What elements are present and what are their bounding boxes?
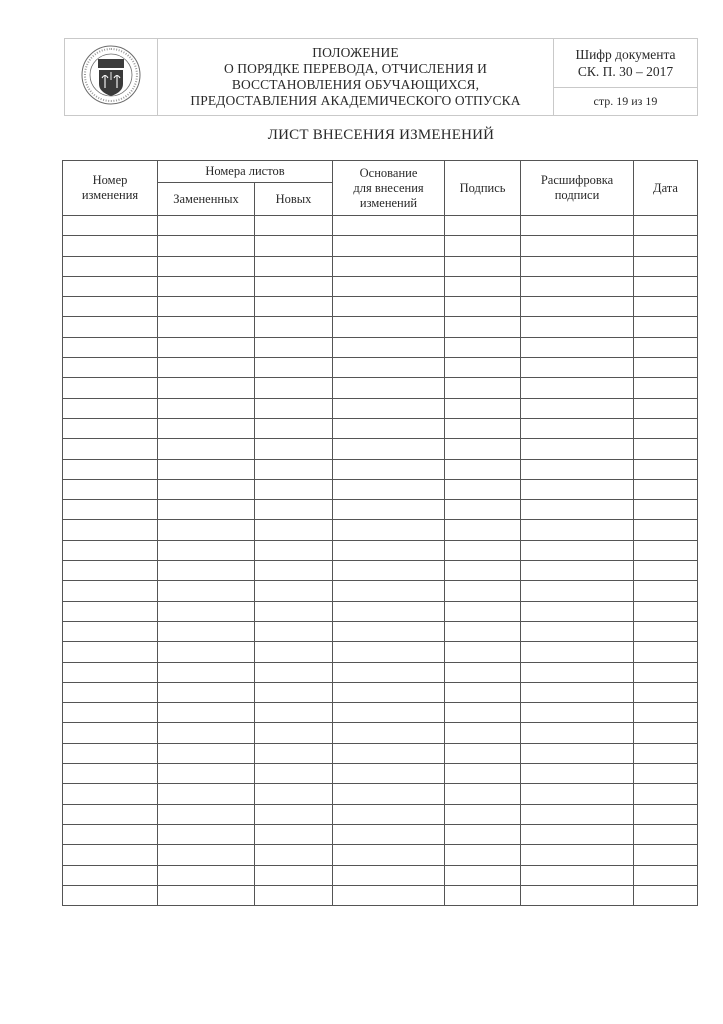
table-cell — [255, 662, 333, 682]
table-cell — [521, 358, 634, 378]
table-cell — [521, 601, 634, 621]
table-cell — [445, 358, 521, 378]
table-cell — [634, 621, 698, 641]
table-cell — [255, 236, 333, 256]
table-cell — [445, 824, 521, 844]
table-cell — [333, 479, 445, 499]
table-cell — [521, 216, 634, 236]
table-cell — [158, 723, 255, 743]
table-cell — [634, 540, 698, 560]
table-cell — [521, 236, 634, 256]
table-cell — [521, 337, 634, 357]
table-cell — [521, 317, 634, 337]
table-cell — [634, 297, 698, 317]
table-cell — [521, 743, 634, 763]
table-row — [63, 479, 698, 499]
table-cell — [333, 764, 445, 784]
table-cell — [63, 297, 158, 317]
table-cell — [158, 621, 255, 641]
changes-table — [62, 160, 698, 906]
table-cell — [158, 540, 255, 560]
table-row — [63, 337, 698, 357]
document-code-value: СК. П. 30 – 2017 — [577, 64, 674, 79]
table-cell — [255, 337, 333, 357]
table-row — [63, 703, 698, 723]
table-row — [63, 743, 698, 763]
table-cell — [445, 703, 521, 723]
table-cell — [63, 459, 158, 479]
table-cell — [634, 784, 698, 804]
table-cell — [333, 703, 445, 723]
column-group-sheet-numbers: Номера листов — [158, 161, 333, 183]
table-cell — [521, 418, 634, 438]
table-cell — [445, 743, 521, 763]
table-row — [63, 621, 698, 641]
table-cell — [521, 256, 634, 276]
table-cell — [634, 743, 698, 763]
table-cell — [255, 865, 333, 885]
table-cell — [445, 439, 521, 459]
table-cell — [63, 520, 158, 540]
table-cell — [521, 824, 634, 844]
table-cell — [255, 764, 333, 784]
table-cell — [158, 703, 255, 723]
table-cell — [445, 865, 521, 885]
table-cell — [333, 804, 445, 824]
table-cell — [158, 439, 255, 459]
table-row — [63, 865, 698, 885]
table-cell — [634, 804, 698, 824]
table-cell — [445, 256, 521, 276]
table-cell — [63, 662, 158, 682]
table-cell — [255, 703, 333, 723]
document-code-cell — [554, 39, 698, 88]
table-cell — [333, 581, 445, 601]
table-cell — [445, 662, 521, 682]
table-cell — [333, 723, 445, 743]
table-cell — [255, 398, 333, 418]
table-cell — [255, 642, 333, 662]
table-cell — [333, 845, 445, 865]
table-cell — [634, 418, 698, 438]
column-header-date: Дата — [634, 161, 698, 216]
table-cell — [521, 398, 634, 418]
table-cell — [445, 764, 521, 784]
table-cell — [158, 642, 255, 662]
column-header-replaced: Замененных — [158, 183, 255, 216]
table-cell — [445, 418, 521, 438]
table-cell — [158, 317, 255, 337]
table-cell — [333, 520, 445, 540]
table-cell — [634, 885, 698, 905]
table-cell — [333, 418, 445, 438]
table-row — [63, 601, 698, 621]
table-row — [63, 723, 698, 743]
table-cell — [333, 236, 445, 256]
table-cell — [255, 378, 333, 398]
table-cell — [445, 398, 521, 418]
table-cell — [634, 439, 698, 459]
table-cell — [255, 682, 333, 702]
table-cell — [445, 540, 521, 560]
table-cell — [445, 561, 521, 581]
table-row — [63, 398, 698, 418]
table-cell — [255, 540, 333, 560]
table-cell — [445, 642, 521, 662]
table-cell — [63, 418, 158, 438]
table-cell — [634, 703, 698, 723]
table-cell — [63, 743, 158, 763]
table-cell — [634, 337, 698, 357]
table-cell — [333, 824, 445, 844]
table-cell — [521, 703, 634, 723]
table-cell — [521, 642, 634, 662]
table-cell — [63, 723, 158, 743]
table-row — [63, 561, 698, 581]
table-cell — [158, 358, 255, 378]
table-cell — [521, 561, 634, 581]
table-cell — [333, 561, 445, 581]
table-cell — [158, 561, 255, 581]
table-cell — [158, 520, 255, 540]
table-cell — [63, 784, 158, 804]
table-cell — [634, 459, 698, 479]
table-cell — [255, 459, 333, 479]
table-cell — [521, 540, 634, 560]
table-cell — [333, 540, 445, 560]
table-row — [63, 845, 698, 865]
table-cell — [445, 459, 521, 479]
table-row — [63, 520, 698, 540]
table-cell — [255, 439, 333, 459]
table-cell — [634, 256, 698, 276]
table-cell — [634, 723, 698, 743]
table-cell — [634, 642, 698, 662]
table-cell — [521, 723, 634, 743]
table-cell — [333, 601, 445, 621]
table-cell — [445, 276, 521, 296]
table-cell — [333, 216, 445, 236]
table-row — [63, 378, 698, 398]
table-cell — [63, 216, 158, 236]
table-cell — [158, 337, 255, 357]
table-row — [63, 885, 698, 905]
table-cell — [158, 236, 255, 256]
table-cell — [521, 520, 634, 540]
table-cell — [63, 804, 158, 824]
table-cell — [158, 784, 255, 804]
table-cell — [333, 642, 445, 662]
table-cell — [634, 561, 698, 581]
table-cell — [255, 479, 333, 499]
table-cell — [63, 824, 158, 844]
table-row — [63, 276, 698, 296]
table-cell — [333, 459, 445, 479]
table-cell — [158, 662, 255, 682]
table-row — [63, 256, 698, 276]
table-cell — [63, 885, 158, 905]
table-row — [63, 824, 698, 844]
table-cell — [445, 885, 521, 905]
table-cell — [333, 378, 445, 398]
table-cell — [255, 784, 333, 804]
table-cell — [634, 358, 698, 378]
table-cell — [634, 865, 698, 885]
table-row — [63, 642, 698, 662]
table-row — [63, 682, 698, 702]
table-cell — [333, 621, 445, 641]
table-cell — [634, 845, 698, 865]
table-row — [63, 236, 698, 256]
column-header-signature-decoding: Расшифровка подписи — [521, 161, 634, 216]
table-cell — [255, 561, 333, 581]
table-cell — [521, 662, 634, 682]
table-cell — [634, 500, 698, 520]
table-cell — [445, 845, 521, 865]
institution-emblem-icon — [80, 44, 142, 106]
table-cell — [634, 764, 698, 784]
sheet-title: ЛИСТ ВНЕСЕНИЯ ИЗМЕНЕНИЙ — [267, 127, 495, 143]
table-cell — [63, 317, 158, 337]
table-cell — [634, 581, 698, 601]
table-cell — [634, 662, 698, 682]
table-cell — [634, 216, 698, 236]
table-cell — [445, 520, 521, 540]
table-cell — [255, 845, 333, 865]
table-cell — [333, 662, 445, 682]
page-info: стр. 19 из 19 — [554, 88, 698, 116]
table-cell — [255, 418, 333, 438]
table-cell — [521, 804, 634, 824]
table-cell — [333, 256, 445, 276]
table-row — [63, 459, 698, 479]
table-cell — [445, 378, 521, 398]
table-cell — [333, 398, 445, 418]
table-cell — [158, 804, 255, 824]
table-cell — [63, 500, 158, 520]
table-cell — [333, 784, 445, 804]
table-cell — [445, 297, 521, 317]
table-cell — [158, 865, 255, 885]
table-cell — [63, 642, 158, 662]
document-header — [64, 38, 698, 116]
table-cell — [521, 865, 634, 885]
table-cell — [333, 865, 445, 885]
table-cell — [333, 439, 445, 459]
table-row — [63, 317, 698, 337]
table-cell — [63, 865, 158, 885]
table-cell — [634, 236, 698, 256]
table-cell — [521, 885, 634, 905]
table-cell — [521, 479, 634, 499]
table-cell — [63, 439, 158, 459]
table-cell — [158, 216, 255, 236]
table-cell — [255, 601, 333, 621]
table-cell — [445, 804, 521, 824]
table-cell — [634, 276, 698, 296]
table-cell — [255, 804, 333, 824]
table-cell — [634, 682, 698, 702]
table-cell — [521, 297, 634, 317]
table-cell — [63, 561, 158, 581]
table-cell — [255, 500, 333, 520]
table-cell — [521, 845, 634, 865]
table-cell — [158, 682, 255, 702]
table-cell — [255, 621, 333, 641]
table-cell — [333, 500, 445, 520]
table-cell — [255, 317, 333, 337]
table-row — [63, 581, 698, 601]
table-row — [63, 358, 698, 378]
table-cell — [63, 479, 158, 499]
table-cell — [63, 540, 158, 560]
table-cell — [158, 276, 255, 296]
table-cell — [445, 601, 521, 621]
table-cell — [255, 824, 333, 844]
table-cell — [255, 581, 333, 601]
table-cell — [333, 358, 445, 378]
table-cell — [445, 784, 521, 804]
table-cell — [521, 682, 634, 702]
table-cell — [521, 439, 634, 459]
table-cell — [63, 256, 158, 276]
table-cell — [445, 337, 521, 357]
table-cell — [445, 479, 521, 499]
table-cell — [63, 581, 158, 601]
institution-logo-cell — [65, 39, 158, 116]
table-cell — [63, 601, 158, 621]
table-cell — [634, 317, 698, 337]
table-cell — [158, 885, 255, 905]
table-cell — [158, 418, 255, 438]
document-title-line: ПРЕДОСТАВЛЕНИЯ АКАДЕМИЧЕСКОГО ОТПУСКА — [190, 93, 521, 108]
table-cell — [521, 276, 634, 296]
table-cell — [158, 297, 255, 317]
table-cell — [255, 885, 333, 905]
table-row — [63, 418, 698, 438]
table-cell — [158, 398, 255, 418]
table-row — [63, 784, 698, 804]
table-cell — [445, 500, 521, 520]
document-title-line: ВОССТАНОВЛЕНИЯ ОБУЧАЮЩИХСЯ, — [231, 77, 480, 92]
table-cell — [445, 317, 521, 337]
table-cell — [63, 703, 158, 723]
table-cell — [158, 459, 255, 479]
table-cell — [158, 581, 255, 601]
table-cell — [634, 378, 698, 398]
document-title-line: ПОЛОЖЕНИЕ — [312, 45, 399, 60]
table-cell — [445, 581, 521, 601]
table-cell — [255, 520, 333, 540]
table-cell — [158, 500, 255, 520]
table-cell — [333, 297, 445, 317]
table-row — [63, 500, 698, 520]
table-cell — [521, 378, 634, 398]
table-cell — [158, 256, 255, 276]
table-cell — [158, 764, 255, 784]
table-row — [63, 540, 698, 560]
table-cell — [63, 337, 158, 357]
table-cell — [63, 236, 158, 256]
table-cell — [634, 398, 698, 418]
table-cell — [158, 479, 255, 499]
table-cell — [63, 358, 158, 378]
table-cell — [158, 824, 255, 844]
table-cell — [63, 764, 158, 784]
table-cell — [255, 297, 333, 317]
table-cell — [158, 601, 255, 621]
table-cell — [445, 621, 521, 641]
table-row — [63, 439, 698, 459]
table-cell — [521, 459, 634, 479]
column-header-signature: Подпись — [445, 161, 521, 216]
table-cell — [333, 885, 445, 905]
table-cell — [521, 764, 634, 784]
table-cell — [521, 621, 634, 641]
table-cell — [634, 824, 698, 844]
table-cell — [445, 236, 521, 256]
table-cell — [63, 378, 158, 398]
table-cell — [158, 845, 255, 865]
table-cell — [333, 682, 445, 702]
table-cell — [255, 256, 333, 276]
table-cell — [63, 845, 158, 865]
table-cell — [255, 216, 333, 236]
table-cell — [634, 479, 698, 499]
column-header-change-number: Номер изменения — [63, 161, 158, 216]
table-cell — [445, 682, 521, 702]
table-row — [63, 297, 698, 317]
table-cell — [63, 682, 158, 702]
table-cell — [634, 520, 698, 540]
document-code-label: Шифр документа — [575, 47, 676, 62]
document-title-cell — [158, 39, 554, 116]
table-row — [63, 804, 698, 824]
table-cell — [521, 500, 634, 520]
table-row — [63, 662, 698, 682]
table-row — [63, 764, 698, 784]
table-cell — [333, 276, 445, 296]
table-cell — [63, 621, 158, 641]
table-cell — [445, 723, 521, 743]
table-cell — [521, 784, 634, 804]
column-header-basis: Основание для внесения изменений — [333, 161, 445, 216]
table-cell — [333, 743, 445, 763]
table-cell — [63, 398, 158, 418]
table-cell — [333, 317, 445, 337]
table-row — [63, 216, 698, 236]
column-header-new: Новых — [255, 183, 333, 216]
table-cell — [521, 581, 634, 601]
table-cell — [63, 276, 158, 296]
document-title-line: О ПОРЯДКЕ ПЕРЕВОДА, ОТЧИСЛЕНИЯ И — [223, 61, 488, 76]
table-cell — [333, 337, 445, 357]
table-cell — [255, 743, 333, 763]
table-cell — [158, 378, 255, 398]
table-cell — [255, 276, 333, 296]
table-cell — [255, 358, 333, 378]
table-cell — [255, 723, 333, 743]
table-cell — [634, 601, 698, 621]
table-cell — [445, 216, 521, 236]
table-cell — [158, 743, 255, 763]
